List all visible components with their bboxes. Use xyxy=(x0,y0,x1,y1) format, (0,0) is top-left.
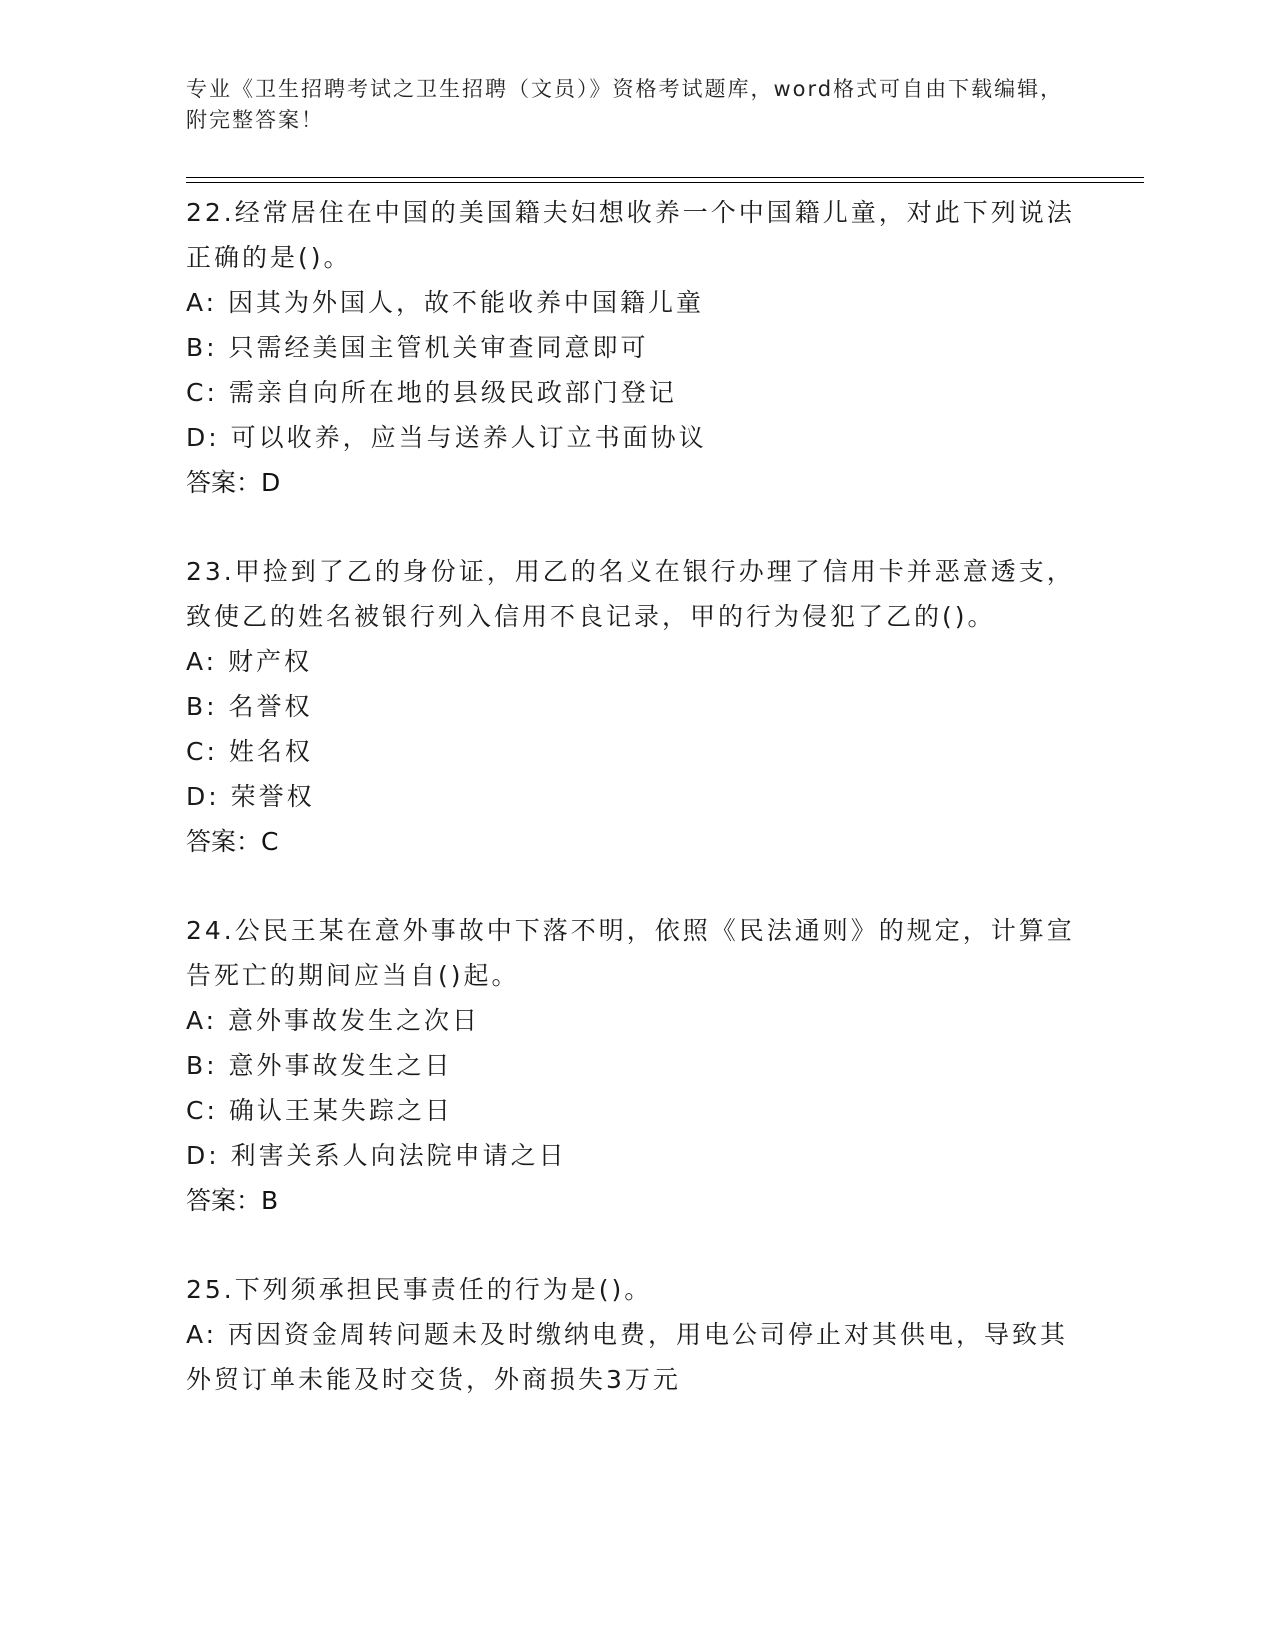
option-c: C: 姓名权 xyxy=(186,737,313,766)
answer-line xyxy=(186,819,1086,864)
header-rule-bottom xyxy=(186,182,1144,183)
option-c: C: 需亲自向所在地的县级民政部门登记 xyxy=(186,378,677,407)
question-25 xyxy=(186,1267,1086,1402)
question-stem: 23.甲捡到了乙的身份证，用乙的名义在银行办理了信用卡并恶意透支，致使乙的姓名被银行列入信用不良记录，甲的行为侵犯了乙的()。 xyxy=(186,557,1075,631)
option-b: B: 意外事故发生之日 xyxy=(186,1051,453,1080)
option-b: B: 名誉权 xyxy=(186,692,313,721)
option-a: A: 丙因资金周转问题未及时缴纳电费，用电公司停止对其供电，导致其外贸订单未能及时交货，外商损失3万元 xyxy=(186,1320,1069,1394)
answer-value: D xyxy=(261,468,282,497)
question-22 xyxy=(186,190,1086,505)
option-c: C: 确认王某失踪之日 xyxy=(186,1096,453,1125)
answer-label: 答案： xyxy=(186,468,262,497)
question-stem: 22.经常居住在中国的美国籍夫妇想收养一个中国籍儿童，对此下列说法正确的是()。 xyxy=(186,198,1075,272)
question-stem: 25.下列须承担民事责任的行为是()。 xyxy=(186,1275,653,1304)
document-header xyxy=(186,74,1066,136)
answer-label: 答案： xyxy=(186,827,262,856)
option-a: A: 意外事故发生之次日 xyxy=(186,1006,481,1035)
answer-value: B xyxy=(261,1186,280,1215)
answer-line xyxy=(186,1178,1086,1223)
question-24 xyxy=(186,908,1086,1223)
option-d: D: 利害关系人向法院申请之日 xyxy=(186,1141,567,1170)
option-a: A: 因其为外国人，故不能收养中国籍儿童 xyxy=(186,288,705,317)
header-rule-top xyxy=(186,177,1144,178)
option-b: B: 只需经美国主管机关审查同意即可 xyxy=(186,333,649,362)
answer-label: 答案： xyxy=(186,1186,262,1215)
answer-line xyxy=(186,460,1086,505)
question-list xyxy=(186,190,1086,1446)
question-stem: 24.公民王某在意外事故中下落不明，依照《民法通则》的规定，计算宣告死亡的期间应当自()起。 xyxy=(186,916,1075,990)
option-a: A: 财产权 xyxy=(186,647,313,676)
option-d: D: 荣誉权 xyxy=(186,782,315,811)
option-d: D: 可以收养，应当与送养人订立书面协议 xyxy=(186,423,707,452)
header-text: 专业《卫生招聘考试之卫生招聘（文员）》资格考试题库，word格式可自由下载编辑，附完整答案！ xyxy=(186,77,1064,132)
answer-value: C xyxy=(261,827,280,856)
question-23 xyxy=(186,549,1086,864)
